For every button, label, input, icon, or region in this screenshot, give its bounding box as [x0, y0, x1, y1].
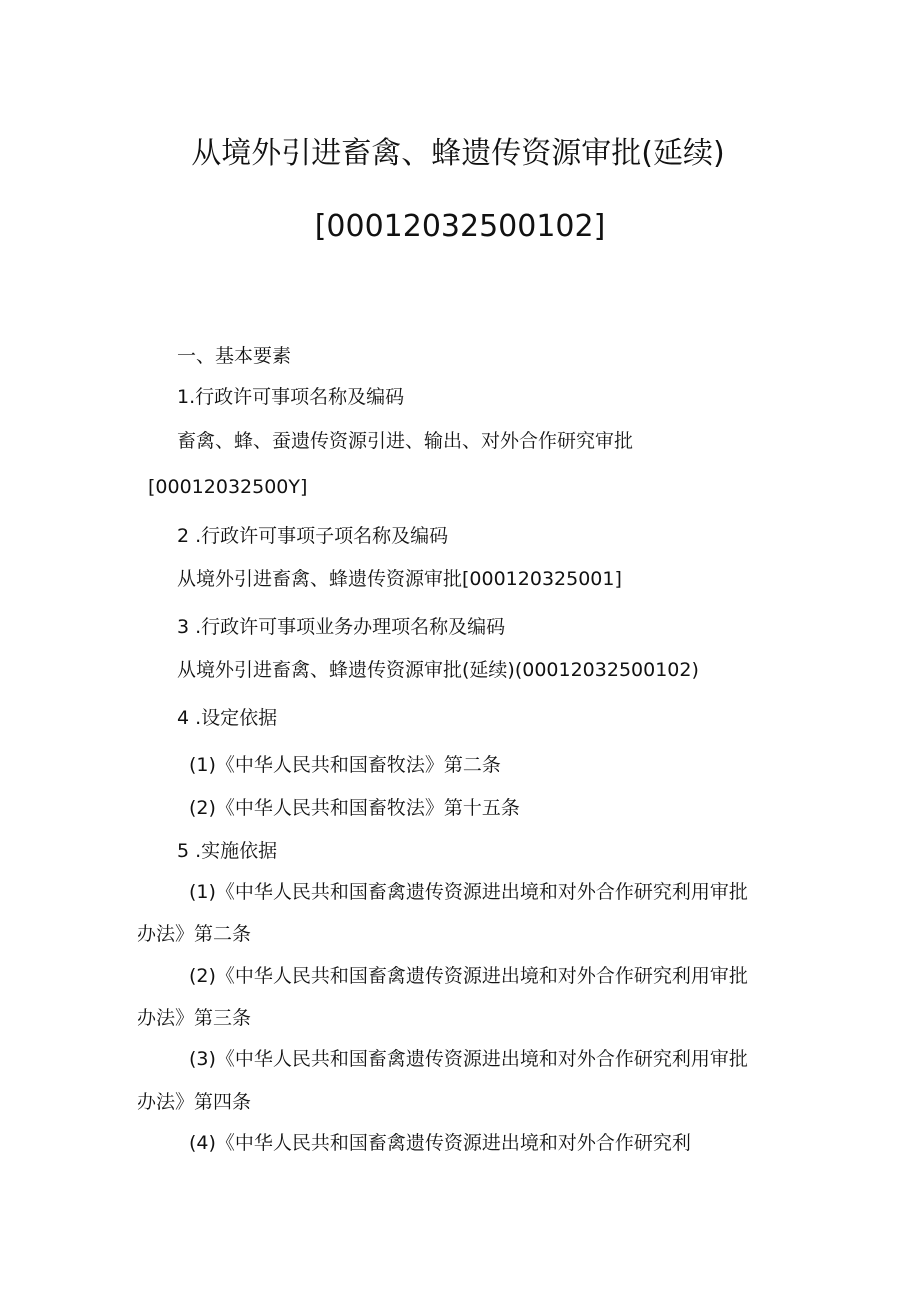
- item-5-heading: 5 .实施依据: [177, 840, 278, 862]
- item-4-heading: 4 .设定依据: [177, 707, 278, 729]
- item-1-code: [00012032500Y]: [148, 476, 308, 498]
- item-3-heading: 3 .行政许可事项业务办理项名称及编码: [177, 616, 506, 638]
- item-5-basis-2-line-1: (2)《中华人民共和国畜禽遗传资源进出境和对外合作研究利用审批: [189, 965, 748, 987]
- item-4-basis-1: (1)《中华人民共和国畜牧法》第二条: [189, 754, 501, 776]
- item-1-heading: 1.行政许可事项名称及编码: [177, 386, 405, 408]
- item-5-basis-2-line-2: 办法》第三条: [137, 1007, 252, 1029]
- document-title: 从境外引进畜禽、蜂遗传资源审批(延续): [191, 136, 725, 171]
- item-2-heading: 2 .行政许可事项子项名称及编码: [177, 525, 449, 547]
- item-5-basis-1-line-2: 办法》第二条: [137, 923, 252, 945]
- item-5-basis-3-line-1: (3)《中华人民共和国畜禽遗传资源进出境和对外合作研究利用审批: [189, 1048, 748, 1070]
- item-5-basis-3-line-2: 办法》第四条: [137, 1091, 252, 1113]
- item-1-text: 畜禽、蜂、蚕遗传资源引进、输出、对外合作研究审批: [177, 430, 634, 452]
- item-5-basis-1-line-1: (1)《中华人民共和国畜禽遗传资源进出境和对外合作研究利用审批: [189, 881, 748, 903]
- item-3-text: 从境外引进畜禽、蜂遗传资源审批(延续)(00012032500102): [177, 659, 699, 681]
- item-5-basis-4-line-1: (4)《中华人民共和国畜禽遗传资源进出境和对外合作研究利: [189, 1132, 691, 1154]
- section-heading-basic-elements: 一、基本要素: [177, 345, 292, 367]
- item-4-basis-2: (2)《中华人民共和国畜牧法》第十五条: [189, 797, 520, 819]
- item-2-text: 从境外引进畜禽、蜂遗传资源审批[000120325001]: [177, 568, 622, 590]
- document-title-code: [00012032500102]: [314, 209, 606, 244]
